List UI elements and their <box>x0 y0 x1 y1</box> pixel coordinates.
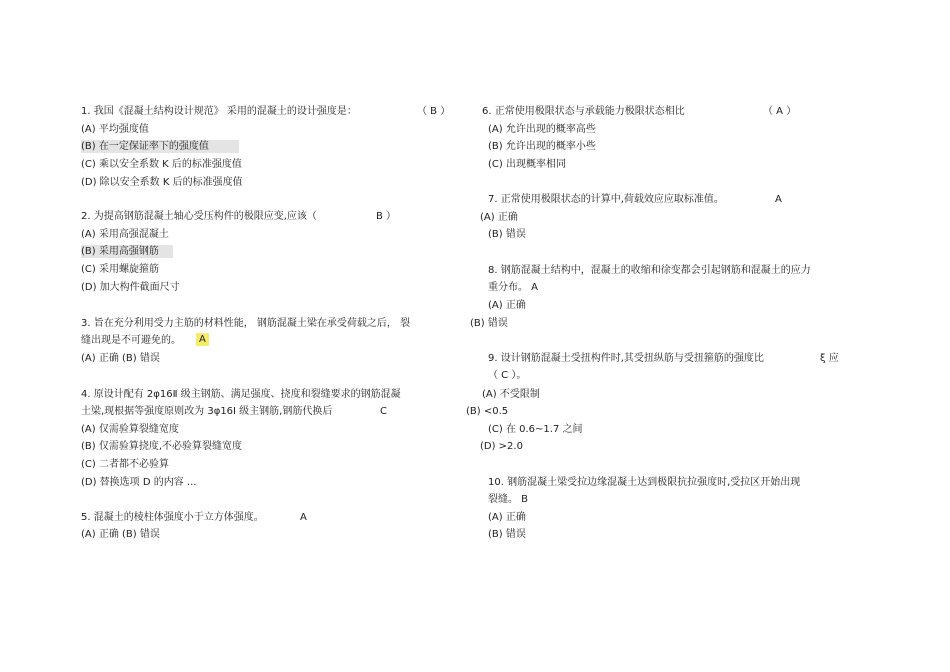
q6-stem: 6. 正常使用极限状态与承载能力极限状态相比 <box>482 106 685 117</box>
q3-stem-line1: 3. 旨在充分利用受力主筋的材料性能， 钢筋混凝土梁在承受荷载之后， 裂 <box>81 318 411 329</box>
q2-option-c: (C) 采用螺旋箍筋 <box>81 264 159 275</box>
q8-option-a: (A) 正确 <box>488 300 526 311</box>
q9-option-c: (C) 在 0.6~1.7 之间 <box>488 424 583 435</box>
q9-stem-line2: （ C ）。 <box>488 370 527 381</box>
q7-option-a: (A) 正确 <box>480 212 518 223</box>
q4-option-d: (D) 替换选项 D 的内容 ... <box>81 477 197 488</box>
q4-stem-line2: 土梁,现根据等强度原则改为 3φ16Ⅰ 级主钢筋,钢筋代换后 <box>81 406 333 417</box>
q2-stem: 2. 为提高钢筋混凝土轴心受压构件的极限应变,应该（ <box>81 211 317 222</box>
q7-option-b: (B) 错误 <box>488 229 526 240</box>
q6-option-b: (B) 允许出现的概率小些 <box>488 141 596 152</box>
q9-stem-line1: 9. 设计钢筋混凝土受扭构件时,其受扭纵筋与受扭箍筋的强度比 <box>488 353 764 364</box>
q5-options: (A) 正确 (B) 错误 <box>81 529 160 540</box>
q8-option-b: (B) 错误 <box>470 318 508 329</box>
q1-stem: 1. 我国《混凝土结构设计规范》 采用的混凝土的设计强度是： <box>81 106 357 117</box>
q3-options: (A) 正确 (B) 错误 <box>81 353 160 364</box>
q6-option-a: (A) 允许出现的概率高些 <box>488 124 596 135</box>
q9-stem-line1-end: ξ 应 <box>820 353 839 364</box>
q5-stem: 5. 混凝土的棱柱体强度小于立方体强度。 <box>81 512 264 523</box>
q9-option-b: (B) <0.5 <box>466 406 509 417</box>
q3-stem-line2: 缝出现是不可避免的。 <box>81 335 181 346</box>
q8-stem-line1: 8. 钢筋混凝土结构中，混凝土的收缩和徐变都会引起钢筋和混凝土的应力 <box>488 265 811 276</box>
q4-option-c: (C) 二者都不必验算 <box>81 459 169 470</box>
q1-option-a: (A) 平均强度值 <box>81 124 149 135</box>
q8-stem-line2: 重分布。 A <box>488 282 539 293</box>
q4-stem-line1: 4. 原设计配有 2φ16Ⅱ 级主钢筋、满足强度、挠度和裂缝要求的钢筋混凝 <box>81 389 401 400</box>
q1-option-d: (D) 除以安全系数 K 后的标准强度值 <box>81 177 243 188</box>
q9-option-a: (A) 不受限制 <box>482 389 540 400</box>
q1-option-b: (B) 在一定保证率下的强度值 <box>81 140 239 153</box>
q6-answer: （ A ） <box>763 106 797 117</box>
q10-stem-line1: 10. 钢筋混凝土梁受拉边缘混凝土达到极限抗拉强度时,受拉区开始出现 <box>488 477 801 488</box>
q2-option-d: (D) 加大构件截面尺寸 <box>81 282 180 293</box>
q9-option-d: (D) >2.0 <box>480 441 523 452</box>
q2-answer: B ） <box>376 211 397 222</box>
q4-answer: C <box>380 406 387 417</box>
q5-answer: A <box>300 512 307 523</box>
q4-option-a: (A) 仅需验算裂缝宽度 <box>81 424 179 435</box>
q10-option-b: (B) 错误 <box>488 529 526 540</box>
q2-option-a: (A) 采用高强混凝土 <box>81 229 169 240</box>
q7-answer: A <box>775 194 782 205</box>
q6-option-c: (C) 出现概率相同 <box>488 159 566 170</box>
q3-answer: A <box>196 333 209 346</box>
q10-option-a: (A) 正确 <box>488 512 526 523</box>
q4-option-b: (B) 仅需验算挠度,不必验算裂缝宽度 <box>81 441 243 452</box>
q1-option-c: (C) 乘以安全系数 K 后的标准强度值 <box>81 159 242 170</box>
q10-stem-line2: 裂缝。 B <box>488 494 529 505</box>
q2-option-b: (B) 采用高强钢筋 <box>81 245 173 258</box>
q1-answer: （ B ） <box>417 106 451 117</box>
q7-stem: 7. 正常使用极限状态的计算中,荷载效应应取标准值。 <box>488 194 724 205</box>
